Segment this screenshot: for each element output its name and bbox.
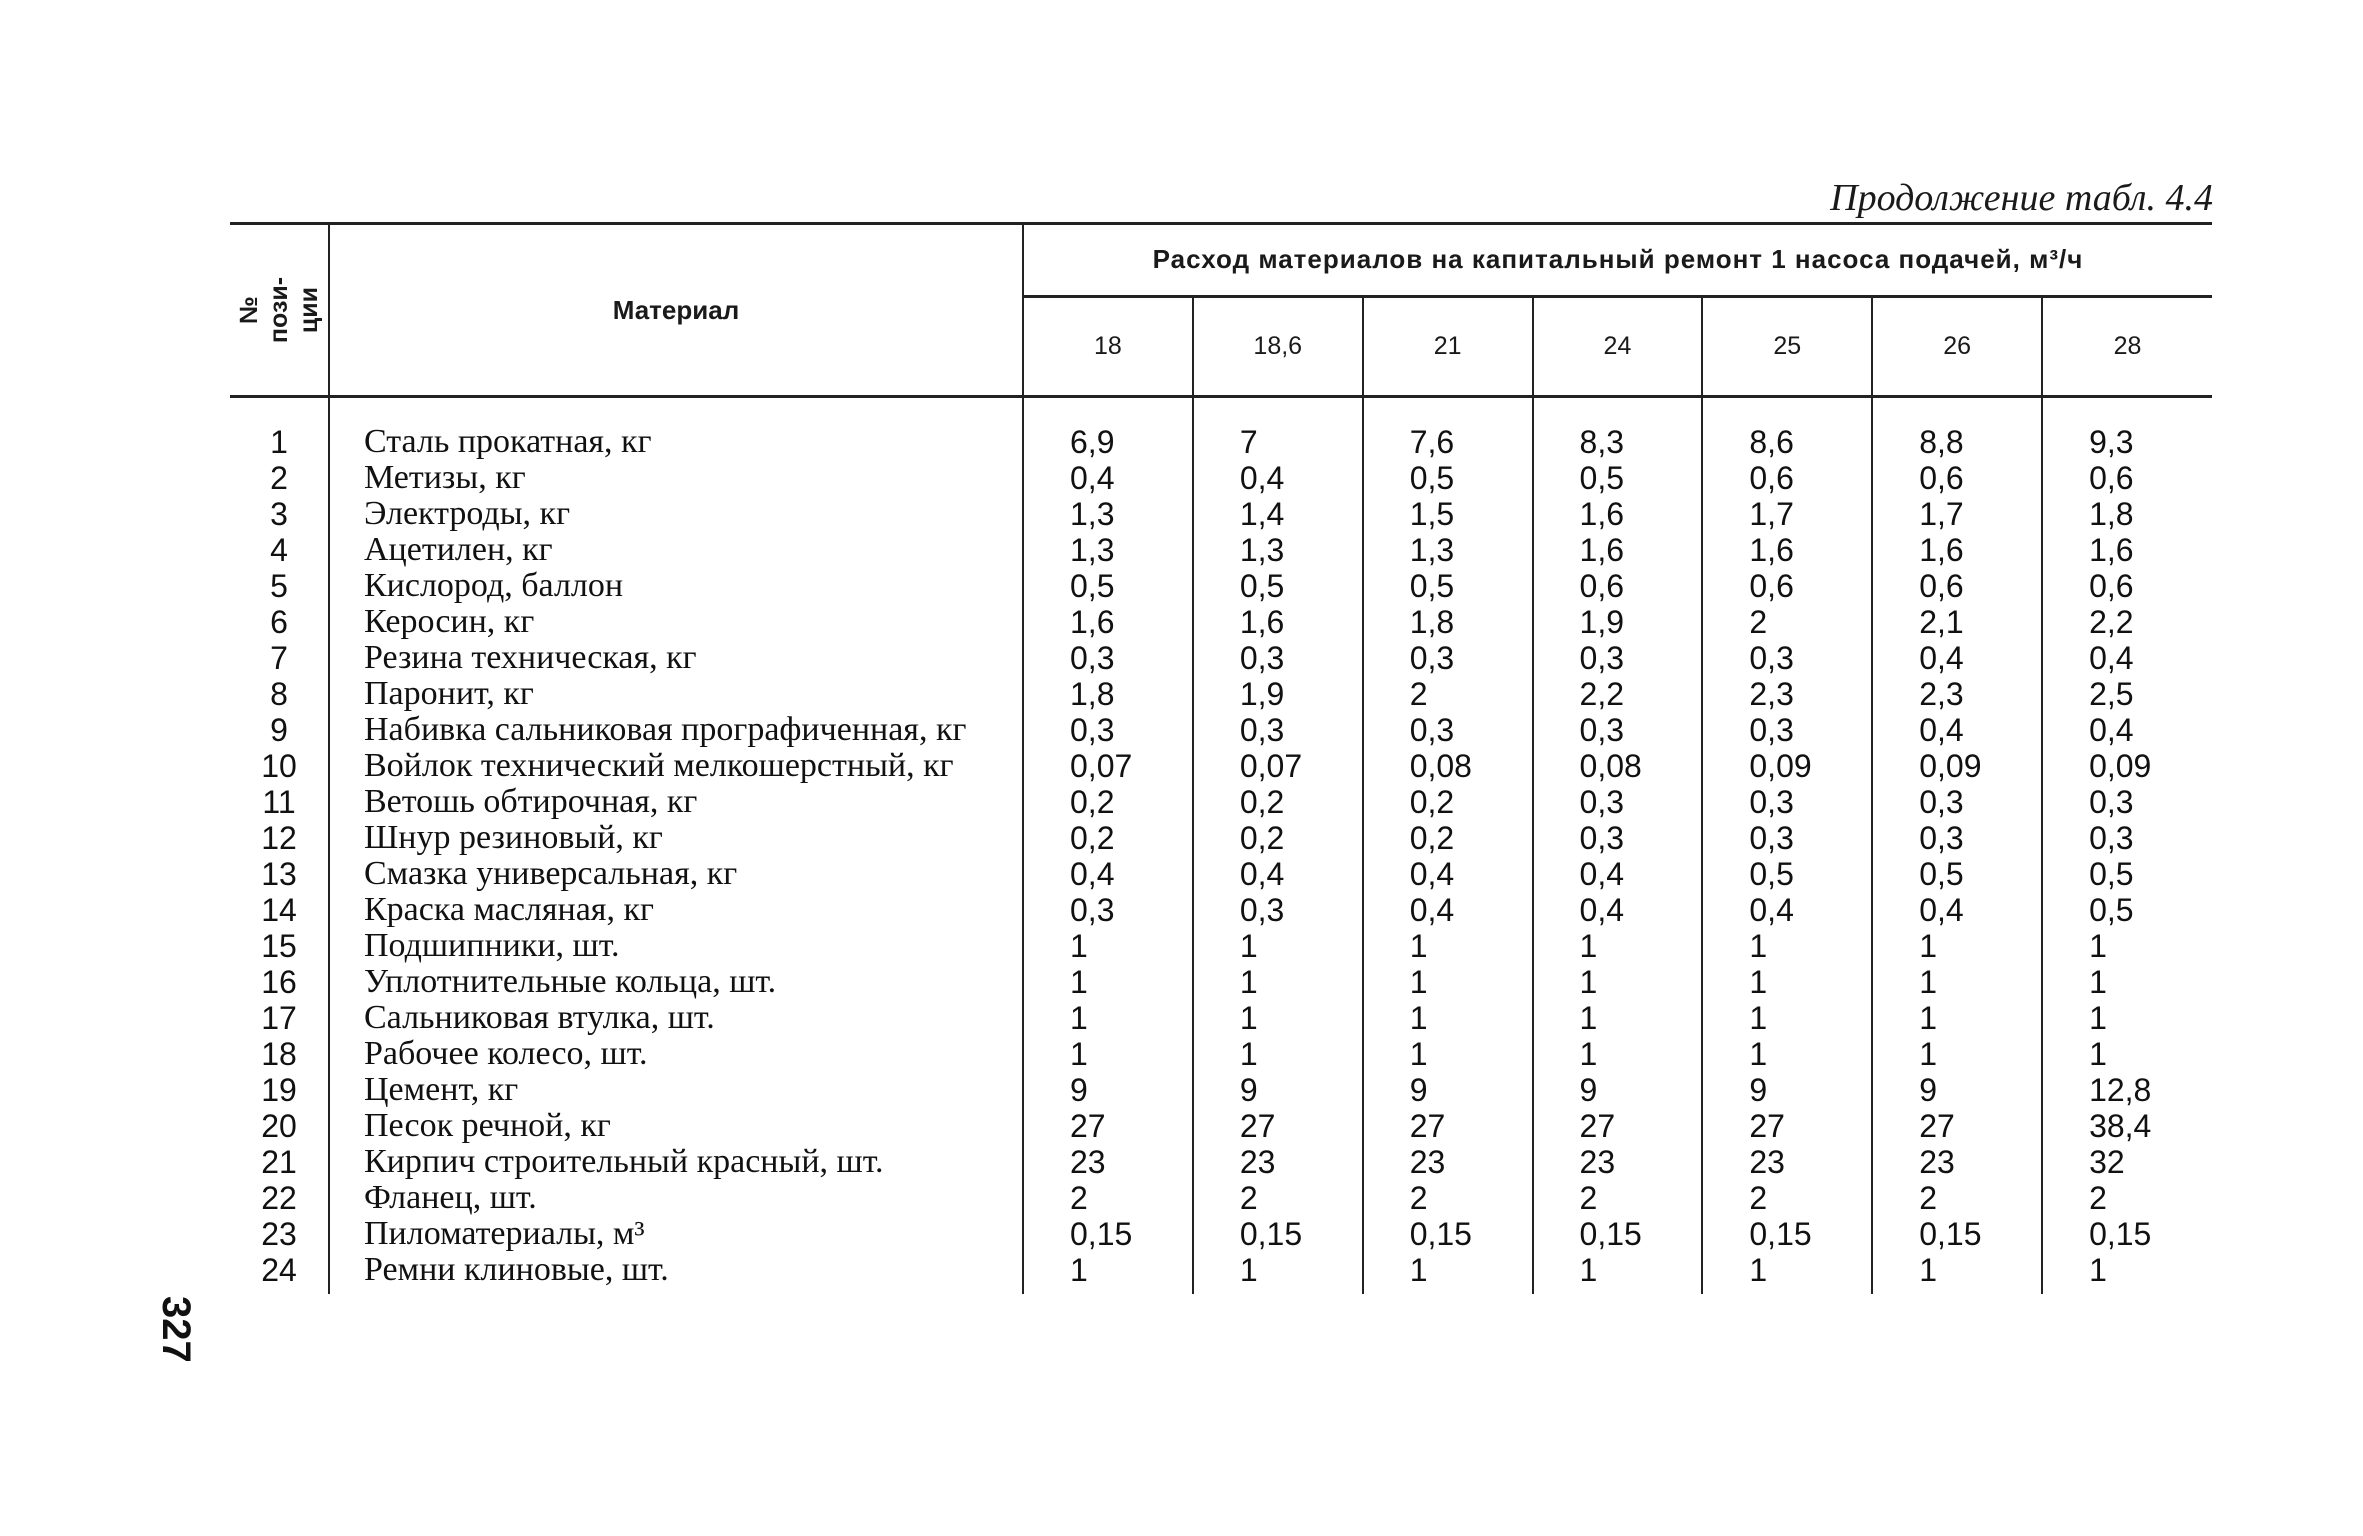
row-value: 9: [1023, 1072, 1193, 1108]
row-value: 1: [1702, 1000, 1872, 1036]
column-header-2: 18,6: [1193, 296, 1363, 396]
row-value: 0,2: [1193, 820, 1363, 856]
row-value: 1: [2089, 1000, 2107, 1036]
row-value: 1: [1193, 964, 1363, 1000]
row-value: 2,1: [1872, 604, 2042, 640]
row-value: 0,4: [1872, 712, 2042, 748]
row-value: 0,2: [1363, 784, 1533, 820]
row-value: 9: [1872, 1072, 2042, 1108]
row-value: 0,4: [1363, 892, 1533, 928]
row-position: 23: [230, 1216, 329, 1252]
row-value: 0,6: [2089, 460, 2134, 496]
row-value: 0,4: [1872, 892, 2042, 928]
position-header-label: № пози- ции: [235, 276, 323, 344]
row-value: 1,3: [1363, 532, 1533, 568]
row-material: Ветошь обтирочная, кг: [329, 784, 1023, 820]
row-value: 0,15: [1363, 1216, 1533, 1252]
row-value: 1,8: [2089, 496, 2134, 532]
row-material: Ацетилен, кг: [329, 532, 1023, 568]
row-position: 17: [230, 1000, 329, 1036]
row-value: 1: [1193, 1252, 1363, 1294]
table-row: [230, 568, 2212, 604]
row-value: 0,6: [1702, 568, 1872, 604]
row-value: 2: [1363, 676, 1533, 712]
row-value: 1,6: [1702, 532, 1872, 568]
row-value: 0,3: [2089, 784, 2134, 820]
row-value: 0,3: [1872, 820, 2042, 856]
row-value: 0,15: [2089, 1216, 2152, 1252]
row-material: Пиломатериалы, м³: [329, 1216, 1023, 1252]
row-value: 0,3: [1193, 712, 1363, 748]
row-value: 1: [1872, 1000, 2042, 1036]
table-row: [230, 784, 2212, 820]
row-value: 1: [1872, 1252, 2042, 1294]
row-material: Цемент, кг: [329, 1072, 1023, 1108]
table-row: [230, 460, 2212, 496]
row-position: 20: [230, 1108, 329, 1144]
row-value: 0,3: [1533, 820, 1703, 856]
table-row: [230, 1180, 2212, 1216]
row-value: 0,4: [1193, 460, 1363, 496]
column-header-5: 25: [1702, 296, 1872, 396]
row-position: 5: [230, 568, 329, 604]
table-row: [230, 964, 2212, 1000]
row-position: 14: [230, 892, 329, 928]
row-value: 0,09: [1872, 748, 2042, 784]
row-value: 1,6: [1533, 532, 1703, 568]
row-value: 0,4: [1023, 460, 1193, 496]
table-row: [230, 640, 2212, 676]
table-row: [230, 1216, 2212, 1252]
row-value: 1,4: [1193, 496, 1363, 532]
row-value: 0,3: [1702, 820, 1872, 856]
row-value: 2,3: [1872, 676, 2042, 712]
row-value: 0,5: [1193, 568, 1363, 604]
row-value: 0,5: [1872, 856, 2042, 892]
row-value: 0,08: [1533, 748, 1703, 784]
row-value: 9: [1533, 1072, 1703, 1108]
row-value: 0,3: [1363, 640, 1533, 676]
row-value: 1,9: [1193, 676, 1363, 712]
table-row: [230, 676, 2212, 712]
column-header-7: 28: [2042, 296, 2212, 396]
row-value: 2,2: [1533, 676, 1703, 712]
position-header: [230, 224, 329, 397]
row-position: 8: [230, 676, 329, 712]
row-value: 7,6: [1363, 397, 1533, 461]
row-value: 1,6: [1533, 496, 1703, 532]
row-material: Подшипники, шт.: [329, 928, 1023, 964]
row-value: 0,4: [2089, 712, 2134, 748]
row-position: 11: [230, 784, 329, 820]
row-position: 4: [230, 532, 329, 568]
row-value: 23: [1023, 1144, 1193, 1180]
row-value: 0,5: [1363, 460, 1533, 496]
row-position: 22: [230, 1180, 329, 1216]
table-body: [230, 397, 2212, 1295]
row-value: 9: [1702, 1072, 1872, 1108]
row-value: 9,3: [2089, 424, 2134, 460]
row-value: 0,3: [1702, 640, 1872, 676]
row-value: 27: [1363, 1108, 1533, 1144]
row-value: 2: [1533, 1180, 1703, 1216]
table-row: [230, 1072, 2212, 1108]
row-value: 1: [1363, 1036, 1533, 1072]
row-value: 1,3: [1023, 496, 1193, 532]
row-position: 21: [230, 1144, 329, 1180]
row-value: 2: [1702, 604, 1872, 640]
row-value: 8,3: [1533, 397, 1703, 461]
row-position: 10: [230, 748, 329, 784]
materials-table-sheet: [230, 222, 2212, 1294]
row-value: 1: [1363, 964, 1533, 1000]
table-row: [230, 496, 2212, 532]
row-position: 2: [230, 460, 329, 496]
row-material: Краска масляная, кг: [329, 892, 1023, 928]
row-value: 1: [1023, 1000, 1193, 1036]
row-value: 0,5: [2089, 892, 2134, 928]
row-position: 12: [230, 820, 329, 856]
row-material: Набивка сальниковая прографиченная, кг: [329, 712, 1023, 748]
row-value: 6,9: [1023, 397, 1193, 461]
row-material: Смазка универсальная, кг: [329, 856, 1023, 892]
row-value: 1,6: [1193, 604, 1363, 640]
row-value: 23: [1702, 1144, 1872, 1180]
table-row: [230, 856, 2212, 892]
row-value: 0,3: [1023, 640, 1193, 676]
row-value: 0,09: [2089, 748, 2152, 784]
row-value: 1: [1533, 1252, 1703, 1294]
row-value: 0,5: [1023, 568, 1193, 604]
row-material: Метизы, кг: [329, 460, 1023, 496]
row-value: 0,6: [1702, 460, 1872, 496]
column-header-3: 21: [1363, 296, 1533, 396]
row-value: 0,09: [1702, 748, 1872, 784]
row-material: Кирпич строительный красный, шт.: [329, 1144, 1023, 1180]
row-value: 1: [1193, 1036, 1363, 1072]
row-value: 1,7: [1702, 496, 1872, 532]
row-material: Сальниковая втулка, шт.: [329, 1000, 1023, 1036]
row-value: 0,5: [1702, 856, 1872, 892]
row-value: 2: [2089, 1180, 2107, 1216]
row-value: 0,4: [2089, 640, 2134, 676]
row-value: 1: [1193, 1000, 1363, 1036]
table-row: [230, 397, 2212, 461]
row-value: 0,3: [1023, 712, 1193, 748]
row-material: Шнур резиновый, кг: [329, 820, 1023, 856]
row-position: 3: [230, 496, 329, 532]
row-position: 1: [230, 397, 329, 461]
row-value: 2: [1193, 1180, 1363, 1216]
row-value: 1,8: [1023, 676, 1193, 712]
row-value: 1: [2089, 928, 2107, 964]
column-header-1: 18: [1023, 296, 1193, 396]
table-row: [230, 1252, 2212, 1294]
consumption-group-header: Расход материалов на капитальный ремонт 1 насоса подачей, м³/ч: [1023, 224, 2212, 297]
table-row: [230, 820, 2212, 856]
row-material: Резина техническая, кг: [329, 640, 1023, 676]
row-position: 6: [230, 604, 329, 640]
table-row: [230, 1000, 2212, 1036]
row-value: 23: [1363, 1144, 1533, 1180]
row-value: 1: [1023, 964, 1193, 1000]
row-value: 1,9: [1533, 604, 1703, 640]
row-value: 0,3: [1023, 892, 1193, 928]
row-value: 0,2: [1023, 784, 1193, 820]
row-value: 0,3: [1533, 784, 1703, 820]
row-value: 1: [1533, 964, 1703, 1000]
row-value: 1: [2089, 1036, 2107, 1072]
row-position: 13: [230, 856, 329, 892]
row-value: 2,2: [2089, 604, 2134, 640]
row-value: 27: [1872, 1108, 2042, 1144]
row-value: 1: [1023, 928, 1193, 964]
table-row: [230, 712, 2212, 748]
row-material: Ремни клиновые, шт.: [329, 1252, 1023, 1294]
row-value: 23: [1193, 1144, 1363, 1180]
row-position: 24: [230, 1252, 329, 1294]
row-value: 2: [1702, 1180, 1872, 1216]
row-material: Кислород, баллон: [329, 568, 1023, 604]
row-value: 0,3: [1533, 640, 1703, 676]
row-value: 1,6: [1872, 532, 2042, 568]
row-value: 0,07: [1023, 748, 1193, 784]
row-material: Сталь прокатная, кг: [329, 397, 1023, 461]
page-number: 327: [154, 1296, 198, 1363]
table-row: [230, 604, 2212, 640]
row-material: Электроды, кг: [329, 496, 1023, 532]
row-material: Песок речной, кг: [329, 1108, 1023, 1144]
row-value: 1: [1193, 928, 1363, 964]
row-position: 7: [230, 640, 329, 676]
row-value: 2: [1363, 1180, 1533, 1216]
row-material: Войлок технический мелкошерстный, кг: [329, 748, 1023, 784]
row-value: 1: [2089, 964, 2107, 1000]
row-value: 0,4: [1872, 640, 2042, 676]
row-material: Паронит, кг: [329, 676, 1023, 712]
row-value: 0,4: [1363, 856, 1533, 892]
material-header: Материал: [329, 224, 1023, 397]
materials-table: [230, 222, 2212, 1294]
row-value: 2,5: [2089, 676, 2134, 712]
row-value: 0,4: [1702, 892, 1872, 928]
row-value: 0,3: [1702, 784, 1872, 820]
table-row: [230, 892, 2212, 928]
row-value: 27: [1023, 1108, 1193, 1144]
row-value: 1: [1872, 928, 2042, 964]
row-value: 1: [1702, 1036, 1872, 1072]
row-value: 0,4: [1533, 892, 1703, 928]
row-value: 1,3: [1023, 532, 1193, 568]
row-value: 0,3: [1193, 640, 1363, 676]
row-value: 0,4: [1533, 856, 1703, 892]
row-value: 27: [1702, 1108, 1872, 1144]
table-row: [230, 532, 2212, 568]
row-value: 0,08: [1363, 748, 1533, 784]
row-value: 0,2: [1363, 820, 1533, 856]
row-value: 2: [1023, 1180, 1193, 1216]
row-value: 0,6: [1872, 568, 2042, 604]
row-value: 1: [1533, 1036, 1703, 1072]
row-value: 1: [1872, 964, 2042, 1000]
row-position: 15: [230, 928, 329, 964]
row-value: 0,5: [1363, 568, 1533, 604]
row-value: 1: [2089, 1252, 2107, 1288]
row-value: 1: [1363, 928, 1533, 964]
row-value: 0,3: [2089, 820, 2134, 856]
table-row: [230, 928, 2212, 964]
row-value: 23: [1872, 1144, 2042, 1180]
row-position: 18: [230, 1036, 329, 1072]
row-value: 8,8: [1872, 397, 2042, 461]
table-row: [230, 1108, 2212, 1144]
column-header-4: 24: [1533, 296, 1703, 396]
row-value: 1: [1023, 1036, 1193, 1072]
row-value: 1,7: [1872, 496, 2042, 532]
row-value: 23: [1533, 1144, 1703, 1180]
row-value: 38,4: [2089, 1108, 2152, 1144]
row-position: 19: [230, 1072, 329, 1108]
row-value: 1: [1872, 1036, 2042, 1072]
row-value: 1: [1533, 928, 1703, 964]
row-value: 1,3: [1193, 532, 1363, 568]
row-value: 27: [1193, 1108, 1363, 1144]
row-value: 1: [1023, 1252, 1193, 1294]
column-header-6: 26: [1872, 296, 2042, 396]
row-material: Уплотнительные кольца, шт.: [329, 964, 1023, 1000]
row-value: 0,15: [1193, 1216, 1363, 1252]
row-value: 1,5: [1363, 496, 1533, 532]
row-value: 27: [1533, 1108, 1703, 1144]
row-value: 0,15: [1872, 1216, 2042, 1252]
row-material: Рабочее колесо, шт.: [329, 1036, 1023, 1072]
row-value: 1: [1702, 964, 1872, 1000]
row-value: 0,15: [1702, 1216, 1872, 1252]
row-value: 1,8: [1363, 604, 1533, 640]
row-position: 9: [230, 712, 329, 748]
row-value: 1: [1363, 1252, 1533, 1294]
row-value: 8,6: [1702, 397, 1872, 461]
table-row: [230, 1036, 2212, 1072]
row-value: 2,3: [1702, 676, 1872, 712]
row-value: 0,4: [1193, 856, 1363, 892]
row-position: 16: [230, 964, 329, 1000]
table-row: [230, 1144, 2212, 1180]
row-value: 0,5: [1533, 460, 1703, 496]
row-value: 0,6: [2089, 568, 2134, 604]
row-value: 9: [1363, 1072, 1533, 1108]
table-row: [230, 748, 2212, 784]
row-value: 1: [1533, 1000, 1703, 1036]
table-caption: Продолжение табл. 4.4: [1830, 177, 2213, 219]
row-material: Фланец, шт.: [329, 1180, 1023, 1216]
row-value: 1,6: [1023, 604, 1193, 640]
row-value: 1: [1702, 928, 1872, 964]
row-value: 12,8: [2089, 1072, 2152, 1108]
row-value: 1,6: [2089, 532, 2134, 568]
row-value: 0,3: [1872, 784, 2042, 820]
row-value: 1: [1363, 1000, 1533, 1036]
row-value: 2: [1872, 1180, 2042, 1216]
row-value: 0,15: [1023, 1216, 1193, 1252]
row-value: 9: [1193, 1072, 1363, 1108]
row-value: 0,2: [1023, 820, 1193, 856]
row-value: 0,3: [1193, 892, 1363, 928]
row-value: 7: [1193, 397, 1363, 461]
row-value: 0,2: [1193, 784, 1363, 820]
row-value: 32: [2089, 1144, 2125, 1180]
row-value: 0,3: [1702, 712, 1872, 748]
row-value: 0,07: [1193, 748, 1363, 784]
row-material: Керосин, кг: [329, 604, 1023, 640]
row-value: 0,6: [1533, 568, 1703, 604]
row-value: 0,5: [2089, 856, 2134, 892]
row-value: 0,3: [1363, 712, 1533, 748]
row-value: 0,6: [1872, 460, 2042, 496]
row-value: 1: [1702, 1252, 1872, 1294]
row-value: 0,3: [1533, 712, 1703, 748]
row-value: 0,4: [1023, 856, 1193, 892]
row-value: 0,15: [1533, 1216, 1703, 1252]
